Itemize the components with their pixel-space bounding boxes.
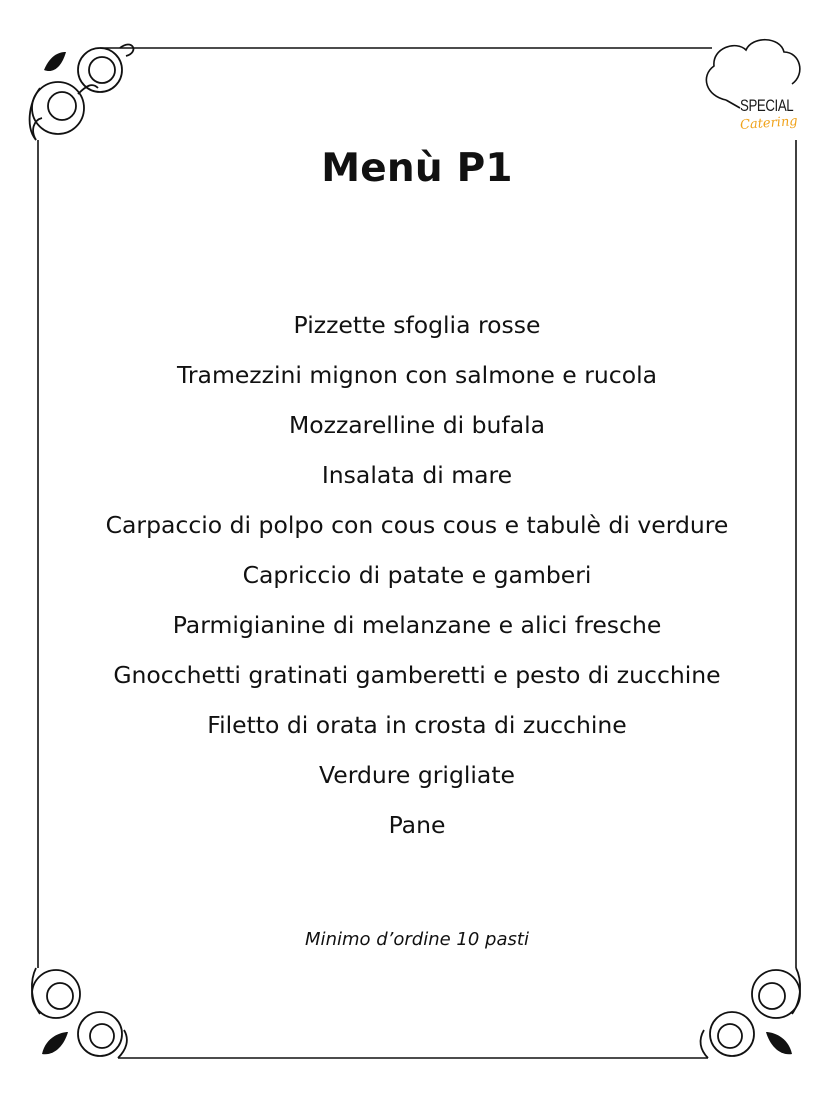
menu-item: Filetto di orata in crosta di zucchine bbox=[207, 711, 627, 739]
menu-item: Carpaccio di polpo con cous cous e tabulè di verdure bbox=[105, 511, 729, 539]
logo-wordmark-catering: Catering bbox=[739, 114, 799, 133]
menu-title: Menù P1 bbox=[321, 146, 513, 191]
menu-item: Verdure grigliate bbox=[319, 761, 515, 789]
logo-wordmark-special: SPECIAL bbox=[740, 96, 794, 115]
menu-item: Insalata di mare bbox=[321, 461, 513, 489]
menu-item: Pane bbox=[388, 811, 446, 839]
menu-item: Mozzarelline di bufala bbox=[288, 411, 546, 439]
leaf-bottom-left bbox=[42, 1032, 68, 1054]
leaf-bottom-right bbox=[766, 1032, 792, 1054]
leaf-top-left bbox=[44, 52, 66, 71]
menu-item: Tramezzini mignon con salmone e rucola bbox=[176, 361, 658, 389]
menu-item: Gnocchetti gratinati gamberetti e pesto di zucchine bbox=[113, 661, 721, 689]
flourish-top-left bbox=[30, 44, 134, 140]
menu-item: Parmigianine di melanzane e alici fresche bbox=[172, 611, 662, 639]
menu-item: Capriccio di patate e gamberi bbox=[242, 561, 592, 589]
menu-item-list bbox=[0, 309, 834, 859]
special-catering-logo bbox=[696, 30, 806, 148]
menu-item: Pizzette sfoglia rosse bbox=[293, 311, 541, 339]
minimum-order-note: Minimo d’ordine 10 pasti bbox=[305, 929, 529, 950]
